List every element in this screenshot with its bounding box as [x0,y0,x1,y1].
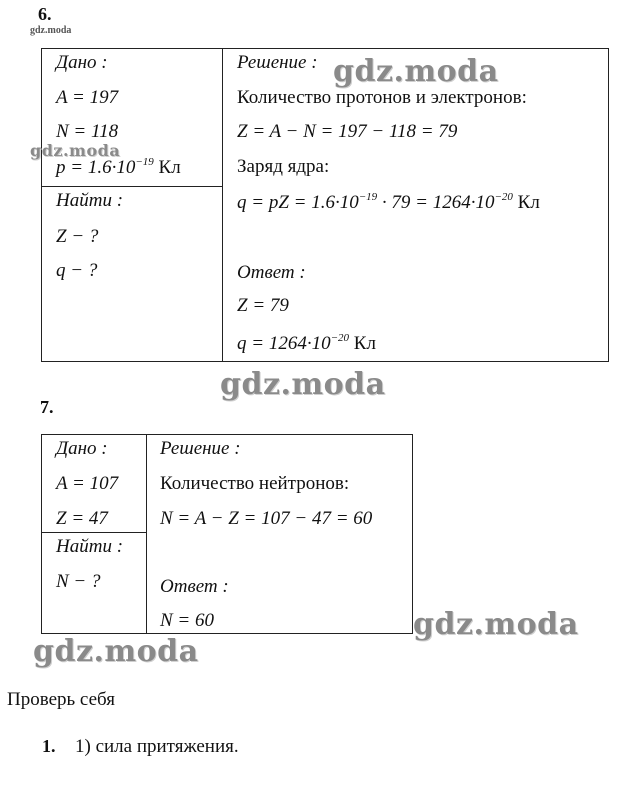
p6-given-p: $p = 1.6\cdot 10^{-19}$ Кл [56,156,181,178]
p6-find-q: q − ? [56,260,98,281]
p7-solution-label: Решение : [160,438,241,459]
p6-given-a: A = 197 [56,87,119,108]
watermark-small: gdz.moda [30,25,72,36]
problem-7-given-find-divider [41,532,147,533]
p7-given-z: Z = 47 [56,508,108,529]
watermark-logo: gdz.moda [413,607,579,642]
problem-6-number: 6. [38,4,52,24]
p6-line-3: Заряд ядра: [237,156,330,177]
p7-find-n: N − ? [56,571,101,592]
p6-line-4: q = pZ = $1.6\cdot 10^{-19} \cdot 79 = 1264\cdot 10^{-20}$ Кл [237,191,540,213]
check-title: Проверь себя [7,689,115,710]
problem-7-number: 7. [40,397,54,417]
p6-given-n: N = 118 [56,121,119,142]
p7-given-a: A = 107 [56,473,119,494]
p7-given-label: Дано : [56,438,108,459]
p7-answer-label: Ответ : [160,576,229,597]
problem-6-given-find-divider [41,186,223,187]
p6-line-1: Количество протонов и электронов: [237,87,527,108]
p6-answer-1: Z = 79 [237,295,289,316]
watermark-mid: gdz.moda [30,141,121,160]
p7-line-2: N = A − Z = 107 − 47 = 60 [160,508,373,529]
p6-answer-2: $q = 1264\cdot 10^{-20}$ Кл [237,332,376,354]
p6-given-label: Дано : [56,52,108,73]
p6-solution-label: Решение : [237,52,318,73]
p7-answer-1: N = 60 [160,610,214,631]
p6-find-label: Найти : [56,190,124,211]
p6-find-z: Z − ? [56,226,99,247]
problem-6-divider [222,48,223,362]
check-item-text: 1) сила притяжения. [75,736,239,757]
p6-answer-label: Ответ : [237,262,306,283]
watermark-logo: gdz.moda [220,367,386,402]
problem-7-divider [146,434,147,634]
p7-line-1: Количество нейтронов: [160,473,350,494]
problem-7-table [41,434,413,634]
watermark-logo: gdz.moda [333,54,499,89]
watermark-logo: gdz.moda [33,634,199,669]
check-item-number: 1. [42,736,56,756]
p7-find-label: Найти : [56,536,124,557]
p6-line-2: Z = A − N = 197 − 118 = 79 [237,121,458,142]
